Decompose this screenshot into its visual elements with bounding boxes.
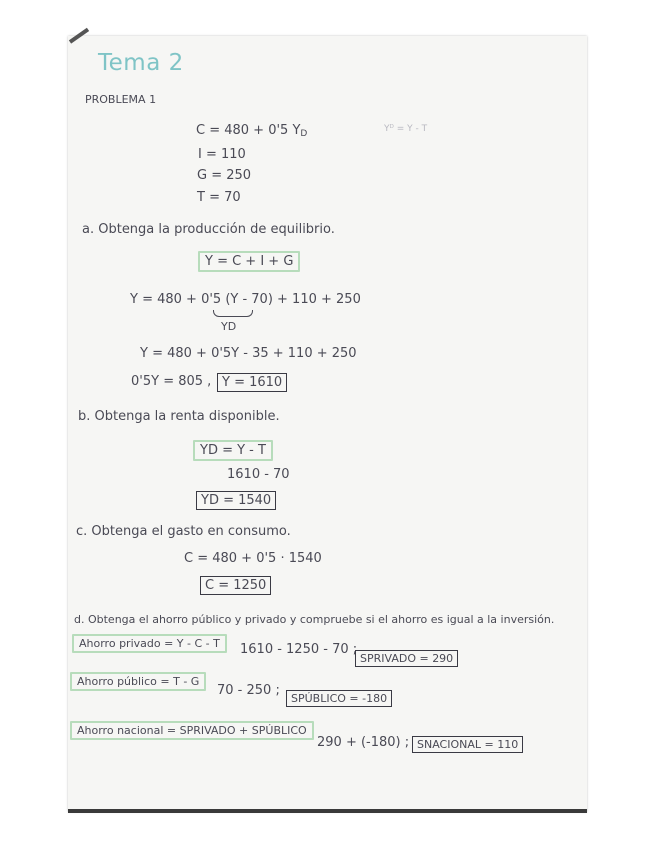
consumption-step: C = 480 + 0'5 · 1540: [184, 551, 322, 566]
equilibrium-result-box: Y = 1610: [217, 373, 287, 392]
private-saving-label-box: Ahorro privado = Y - C - T: [72, 634, 227, 653]
disposable-income-brace: [213, 310, 253, 317]
page-title: Tema 2: [98, 50, 184, 76]
equilibrium-step-1: Y = 480 + 0'5 (Y - 70) + 110 + 250: [130, 292, 361, 307]
disposable-income-note: Yᴰ = Y - T: [384, 124, 428, 134]
given-investment: I = 110: [198, 147, 246, 162]
public-saving-result-box: SPÚBLICO = -180: [286, 690, 392, 707]
page-bottom-edge: [68, 809, 587, 813]
question-a: a. Obtenga la producción de equilibrio.: [82, 222, 335, 237]
given-taxes: T = 70: [197, 190, 241, 205]
question-c: c. Obtenga el gasto en consumo.: [76, 524, 291, 539]
given-government: G = 250: [197, 168, 252, 183]
brace-label: YD: [221, 320, 237, 333]
question-d: d. Obtenga el ahorro público y privado y compruebe si el ahorro es igual a la inversión.: [74, 613, 555, 626]
national-saving-result-box: SNACIONAL = 110: [412, 736, 523, 753]
disposable-income-step: 1610 - 70: [227, 467, 290, 482]
equilibrium-formula-box: Y = C + I + G: [198, 251, 300, 272]
public-saving-calc: 70 - 250 ;: [217, 683, 280, 698]
national-saving-label-box: Ahorro nacional = SPRIVADO + SPÚBLICO: [70, 721, 314, 740]
consumption-result-box: C = 1250: [200, 576, 271, 595]
public-saving-label-box: Ahorro público = T - G: [70, 672, 206, 691]
equilibrium-step-3: 0'5Y = 805 ,: [131, 374, 212, 389]
private-saving-result-box: SPRIVADO = 290: [355, 650, 458, 667]
national-saving-calc: 290 + (-180) ;: [317, 735, 410, 750]
private-saving-calc: 1610 - 1250 - 70 ;: [240, 642, 358, 657]
disposable-income-formula-box: YD = Y - T: [193, 440, 273, 461]
disposable-income-result-box: YD = 1540: [196, 491, 276, 510]
question-b: b. Obtenga la renta disponible.: [78, 409, 280, 424]
given-consumption: C = 480 + 0'5 $Y_D$: [196, 123, 308, 139]
problem-heading: PROBLEMA 1: [85, 93, 157, 106]
equilibrium-step-2: Y = 480 + 0'5Y - 35 + 110 + 250: [140, 346, 357, 361]
